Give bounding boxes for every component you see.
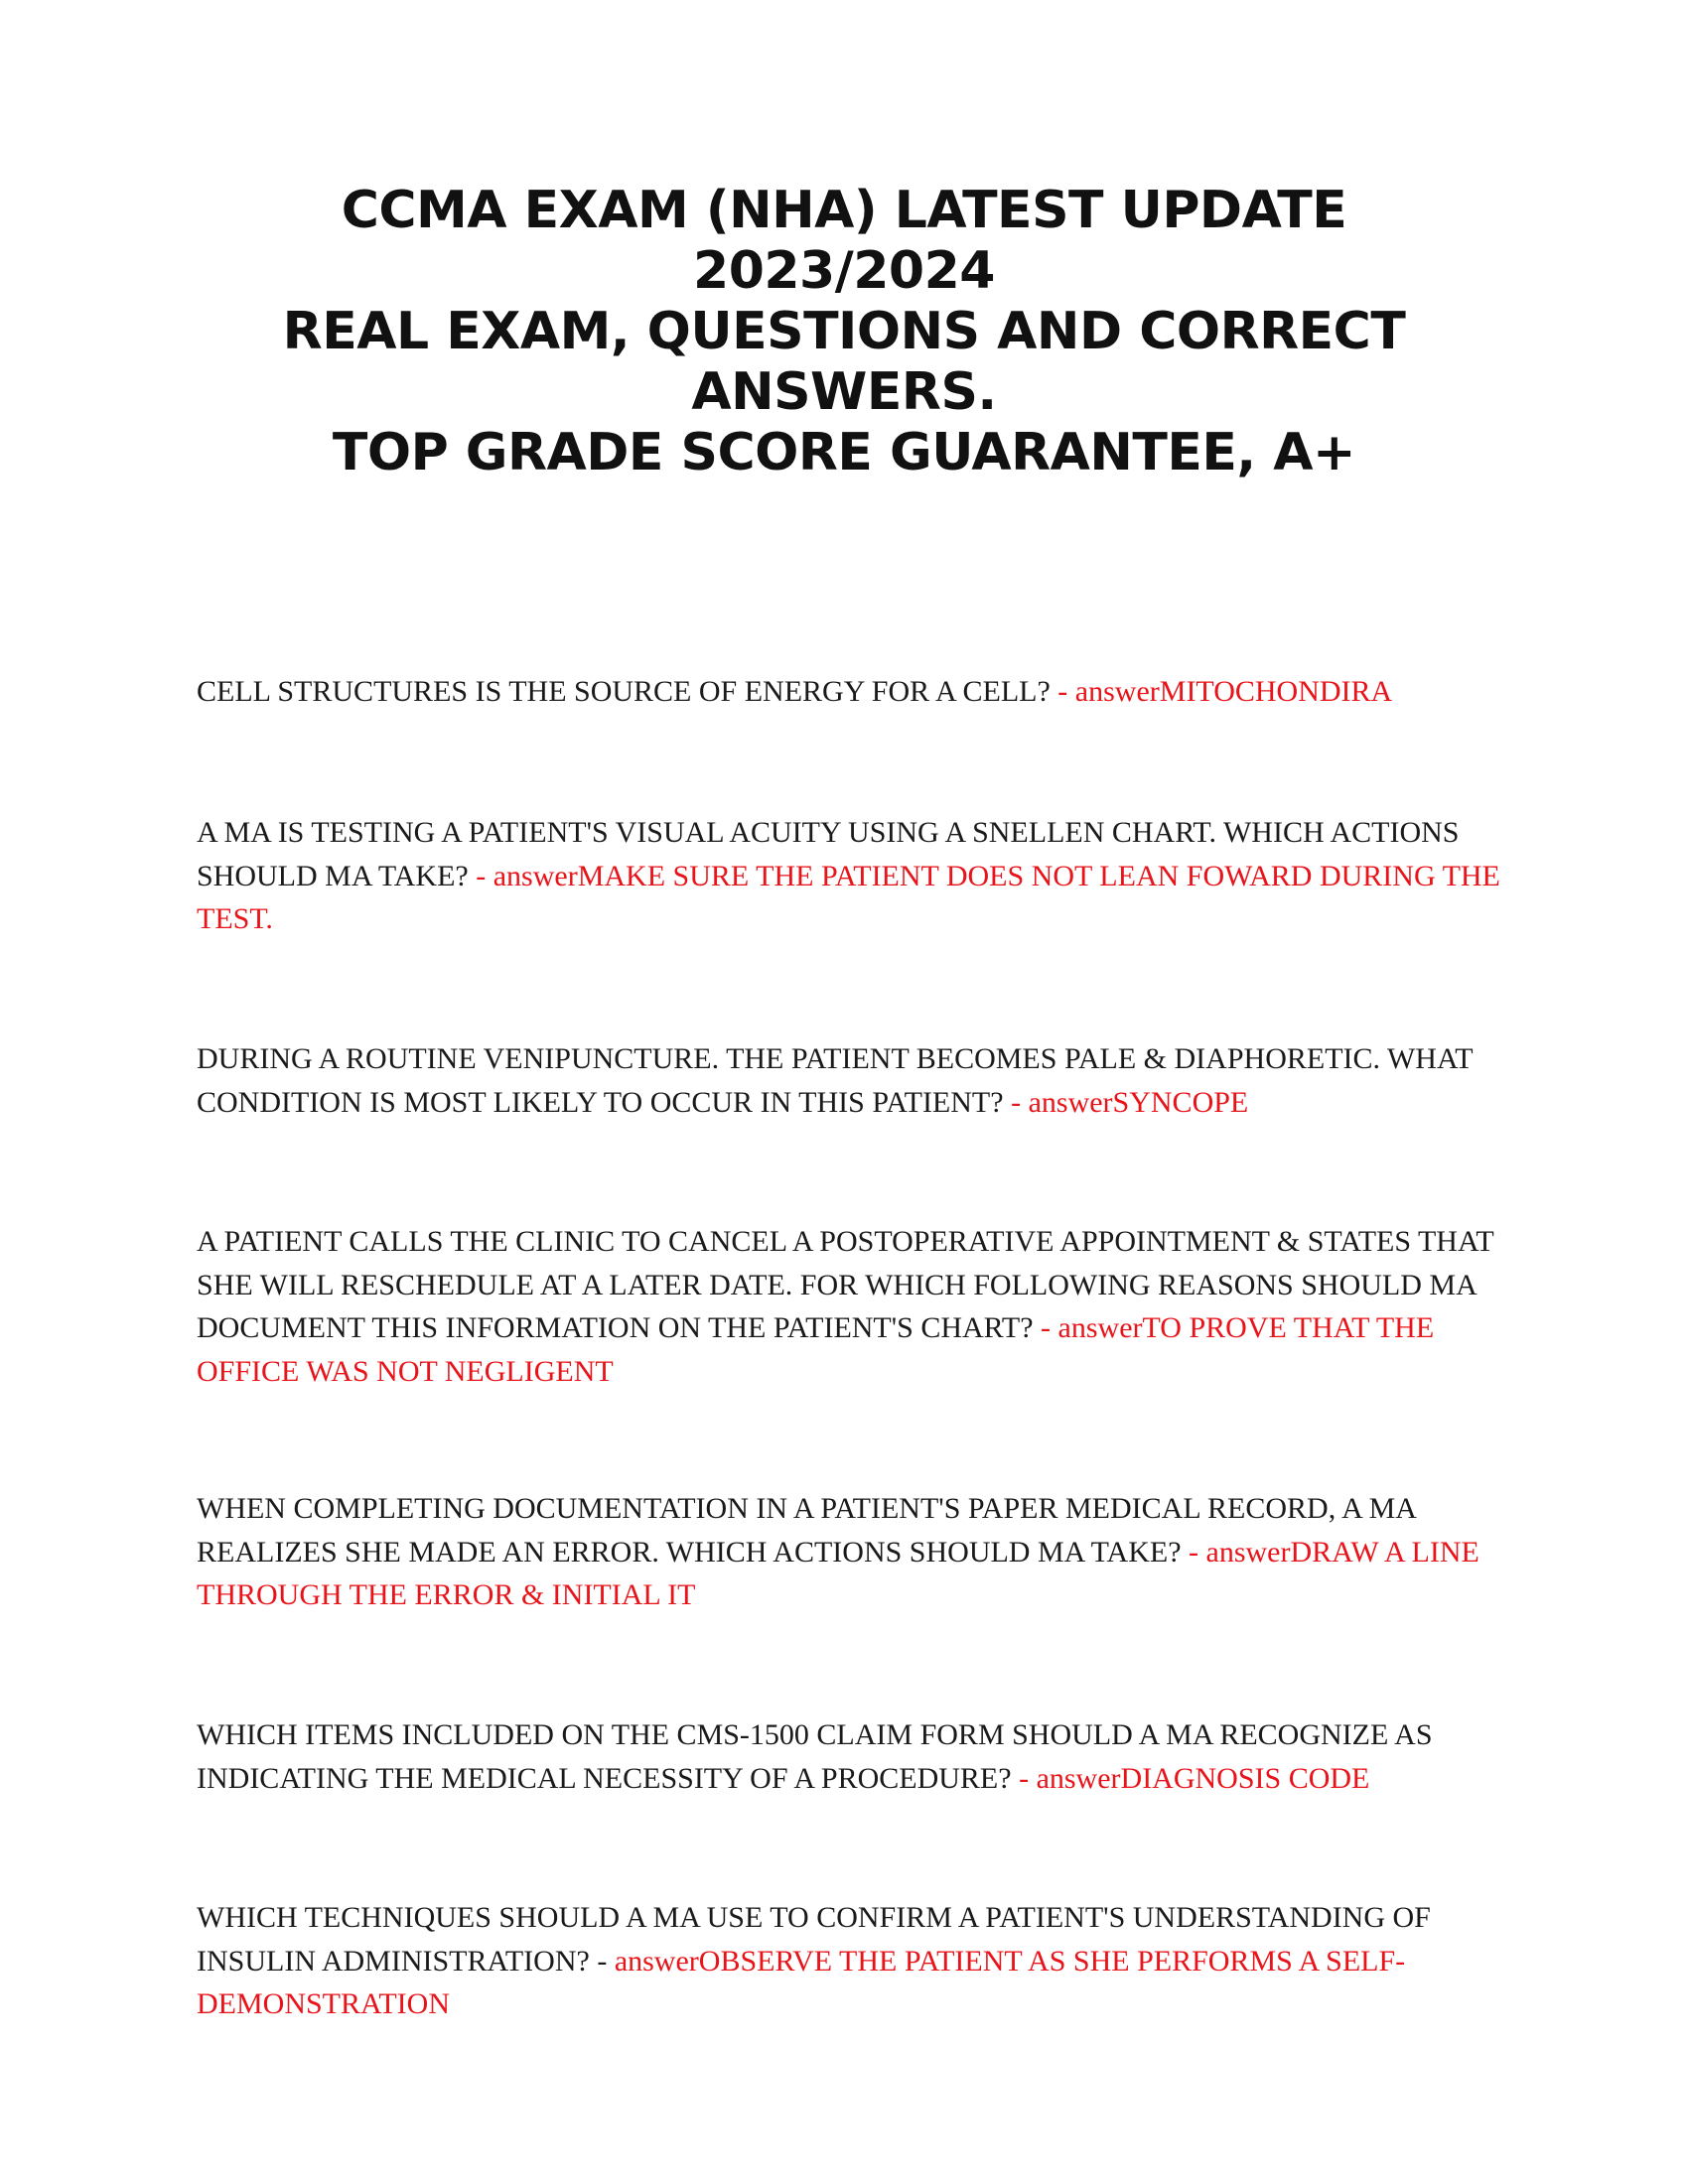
question-text: WHICH TECHNIQUES SHOULD A MA USE TO CONFIRM A PATIENT'S UNDERSTANDING OF INSULIN ADMINISTRATION? [197, 1901, 1431, 1978]
qa-item [197, 1220, 1527, 1393]
question-text: A MA IS TESTING A PATIENT'S VISUAL ACUITY USING A SNELLEN CHART. WHICH ACTIONS SHOULD MA TAKE? [197, 816, 1460, 892]
question-text: DURING A ROUTINE VENIPUNCTURE. THE PATIENT BECOMES PALE & DIAPHORETIC. WHAT CONDITION IS MOST LIKELY TO OCCUR IN THIS PATIENT? [197, 1042, 1474, 1119]
qa-item [197, 1037, 1527, 1124]
title-line: 2023/2024 [693, 241, 995, 301]
question-text: A PATIENT CALLS THE CLINIC TO CANCEL A POSTOPERATIVE APPOINTMENT & STATES THAT SHE WILL RESCHEDULE AT A LATER DATE. FOR WHICH FOLLOWING REASONS SHOULD MA DOCUMENT THIS INFORMATION ON THE PATIENT'S CHART? [197, 1225, 1494, 1344]
answer-label: answer [1036, 1761, 1121, 1795]
question-text: WHICH ITEMS INCLUDED ON THE CMS-1500 CLAIM FORM SHOULD A MA RECOGNIZE AS INDICATING THE MEDICAL NECESSITY OF A PROCEDURE? [197, 1718, 1433, 1795]
answer-separator: - [1050, 675, 1075, 708]
answer-label: answer [1028, 1085, 1113, 1119]
answer-text: TO PROVE THAT THE OFFICE WAS NOT NEGLIGENT [197, 1311, 1435, 1388]
answer-text: DRAW A LINE THROUGH THE ERROR & INITIAL IT [197, 1535, 1479, 1611]
qa-item [197, 811, 1527, 941]
answer-text: MAKE SURE THE PATIENT DOES NOT LEAN FOWARD DURING THE TEST. [197, 859, 1500, 935]
answer-label: answer [1205, 1535, 1291, 1569]
answer-text: OBSERVE THE PATIENT AS SHE PERFORMS A SELF-DEMONSTRATION [197, 1944, 1406, 2020]
question-text: CELL STRUCTURES IS THE SOURCE OF ENERGY FOR A CELL? [197, 675, 1051, 708]
answer-separator: - [1003, 1085, 1029, 1119]
qa-item [197, 1713, 1527, 1800]
title-line: REAL EXAM, QUESTIONS AND CORRECT [282, 302, 1406, 361]
document-title [149, 181, 1539, 483]
answer-label: answer [614, 1944, 699, 1978]
answer-text: SYNCOPE [1112, 1085, 1249, 1119]
title-line: ANSWERS. [691, 362, 997, 422]
qa-item [197, 1896, 1527, 2026]
title-line: TOP GRADE SCORE GUARANTEE, A+ [332, 423, 1356, 482]
title-line: CCMA EXAM (NHA) LATEST UPDATE [341, 181, 1347, 240]
answer-separator: - [1033, 1311, 1058, 1344]
answer-separator: - [1181, 1535, 1206, 1569]
answer-separator: - [468, 859, 493, 892]
answer-text: MITOCHONDIRA [1159, 675, 1393, 708]
answer-label: answer [1057, 1311, 1143, 1344]
question-text: WHEN COMPLETING DOCUMENTATION IN A PATIENT'S PAPER MEDICAL RECORD, A MA REALIZES SHE MADE AN ERROR. WHICH ACTIONS SHOULD MA TAKE? [197, 1492, 1416, 1569]
answer-separator: - [589, 1944, 615, 1978]
answer-label: answer [1074, 675, 1160, 708]
answer-separator: - [1011, 1761, 1037, 1795]
qa-item [197, 670, 1527, 714]
answer-text: DIAGNOSIS CODE [1120, 1761, 1370, 1795]
qa-item [197, 1487, 1527, 1617]
answer-label: answer [492, 859, 578, 892]
